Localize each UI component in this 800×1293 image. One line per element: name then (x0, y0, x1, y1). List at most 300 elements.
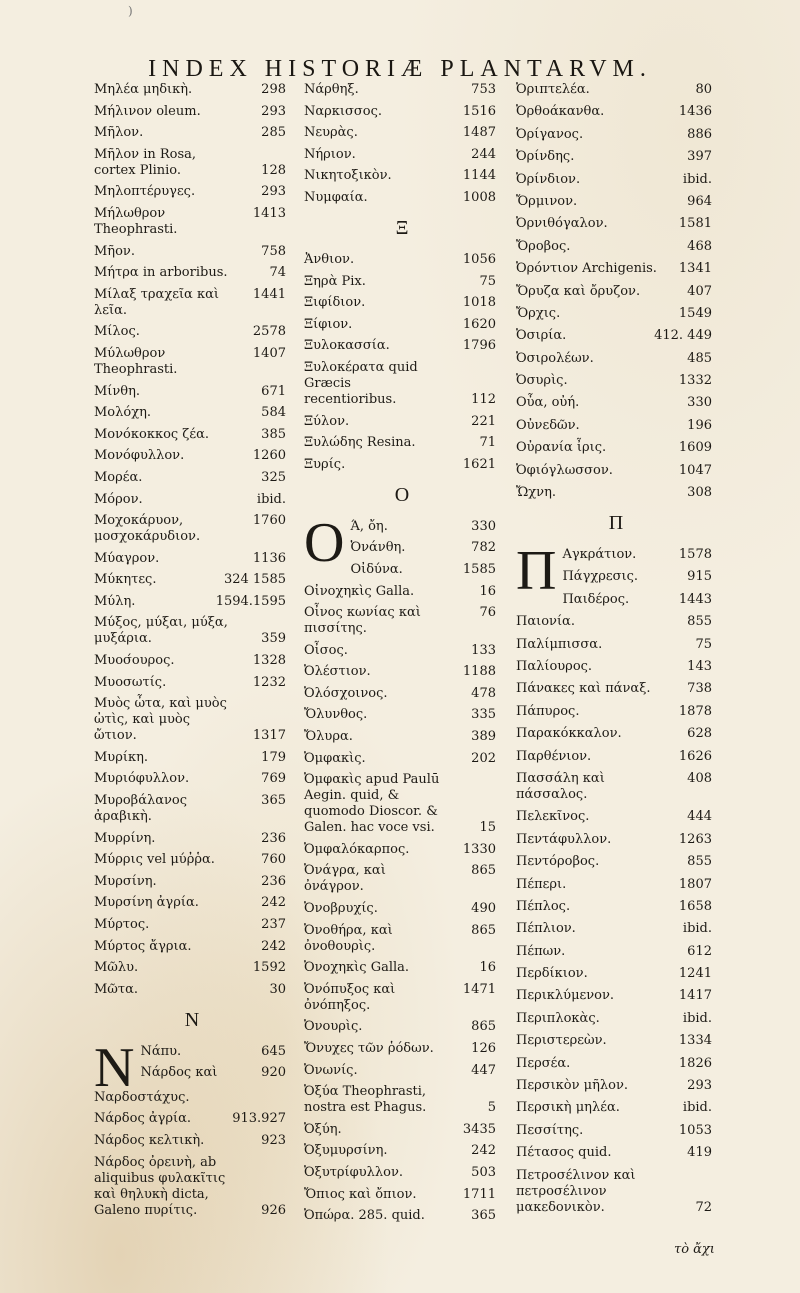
index-entry (94, 960, 290, 976)
entry-term: Οἰνοχηκὶς Galla. (304, 583, 415, 599)
entry-page-number: 964 (687, 193, 712, 209)
index-entry (304, 168, 500, 184)
entry-page-number: 1018 (462, 295, 496, 311)
entry-term: Μίλος. (94, 324, 140, 340)
entry-page-number: 753 (471, 82, 496, 97)
catchword: τὸ ἄχι (674, 1242, 715, 1257)
entry-term: Νικητοξικὸν. (304, 168, 392, 184)
entry-term: Οἶσος. (304, 642, 348, 658)
entry-term: Νευρὰς. (304, 125, 358, 141)
entry-term: Πεντόροβος. (516, 854, 600, 870)
index-entry (304, 190, 500, 206)
index-entry (304, 686, 500, 702)
entry-page-number: 202 (471, 750, 496, 766)
index-entry (304, 1019, 500, 1035)
entry-term: Ὀρόντιον Archigenis. (516, 261, 657, 277)
index-entry (304, 1041, 500, 1057)
entry-page-number: 1263 (678, 831, 712, 847)
entry-term: Περσικὴ μηλέα. (516, 1100, 620, 1116)
entry-page-number: 920 (261, 1065, 286, 1081)
entry-term: Μήλινον oleum. (94, 103, 201, 119)
entry-term: Πεντάφυλλον. (516, 831, 612, 847)
index-entry (516, 1033, 716, 1049)
entry-term: Πασσάλη καὶ πάσσαλος. (516, 770, 605, 802)
entry-page-number: 293 (261, 184, 286, 200)
entry-page-number: 128 (261, 162, 286, 178)
entry-page-number: 490 (471, 901, 496, 917)
entry-page-number: 1436 (678, 104, 712, 120)
entry-page-number: 1334 (678, 1033, 712, 1049)
index-entry (516, 749, 716, 765)
index-entry (304, 338, 500, 354)
entry-page-number: 76 (479, 605, 496, 621)
entry-term: Μύρτος. (94, 917, 150, 932)
entry-page-number: 237 (261, 917, 286, 932)
entry-term: Ὀπώρα. 285. quid. (304, 1208, 425, 1224)
entry-term: Ὀρίνδιον. (516, 171, 581, 187)
entry-page-number: 330 (471, 518, 496, 534)
entry-term: Ὀρνιθόγαλον. (516, 216, 608, 232)
entry-page-number: 444 (687, 809, 712, 825)
entry-page-number: 503 (471, 1164, 496, 1180)
entry-term: Μηλοπτέρυγες. (94, 184, 196, 200)
entry-term: Ξυλοκέρατα quid Græcis recentioribus. (304, 359, 418, 407)
index-entry (94, 82, 290, 98)
entry-term: Ὀμφακὶς apud Paulū Aegin. quid, & quomodo Dioscor. & Galen. hac voce vsi. (304, 772, 440, 836)
entry-page-number: 1581 (678, 216, 712, 232)
entry-term: Πάγχρεσις. (562, 569, 638, 585)
entry-page-number: 478 (471, 685, 496, 701)
index-entry (304, 540, 500, 556)
entry-term: Μίλαξ τραχεῖα καὶ λεῖα. (94, 286, 219, 318)
entry-term: Νάρδος κελτικὴ. (94, 1132, 205, 1148)
section-letter: Ξ (395, 216, 409, 239)
entry-page-number: 330 (687, 395, 712, 411)
entry-page-number: 236 (261, 873, 286, 889)
entry-term: Ὀξύη. (304, 1121, 342, 1137)
entry-page-number: 1487 (462, 125, 496, 141)
entry-page-number: 769 (261, 771, 286, 787)
index-entry (94, 1155, 290, 1219)
index-entry (304, 360, 500, 408)
entry-term: Οὐρανία ἶρις. (516, 440, 607, 456)
index-entry (94, 244, 290, 260)
index-entry (516, 988, 716, 1004)
entry-page-number: 1053 (678, 1122, 712, 1138)
index-column-3 (516, 82, 716, 1222)
index-entry (516, 854, 716, 870)
index-entry (304, 1187, 500, 1203)
entry-page-number: 419 (687, 1145, 712, 1161)
entry-term: Αγκράτιον. (562, 547, 637, 563)
index-entry (516, 172, 716, 188)
entry-term: Ὀνάγρα, καὶ ὀνάγρον. (304, 863, 386, 895)
entry-page-number: 5 (487, 1100, 496, 1116)
index-entry (94, 594, 290, 610)
index-entry (304, 751, 500, 767)
entry-term: Μύκητες. (94, 572, 157, 588)
entry-term: Μῆον. (94, 243, 135, 259)
index-entry (516, 899, 716, 915)
entry-term: Ὀρίγανος. (516, 126, 584, 142)
entry-page-number: 30 (269, 981, 286, 997)
entry-term: Μόρον. (94, 491, 143, 507)
index-entry (304, 252, 500, 268)
entry-page-number: 913.927 (232, 1111, 286, 1127)
index-entry (94, 696, 290, 744)
entry-page-number: 385 (261, 426, 286, 442)
index-entry (516, 1011, 716, 1027)
entry-page-number: 242 (471, 1143, 496, 1159)
entry-term: Πεσσίτης. (516, 1122, 584, 1138)
entry-term: Ὀλόσχοινος. (304, 685, 388, 701)
index-entry (304, 457, 500, 473)
index-entry (516, 832, 716, 848)
entry-page-number: 1232 (252, 674, 286, 690)
entry-term: Νάρδος ὀρεινὴ, ab aliquibus φυλακῖτις καὶ θηλυκὴ dicta, Galeno πυρίτις. (94, 1154, 226, 1218)
index-entry (304, 295, 500, 311)
page-header: INDEX HISTORIÆ PLANTARVM. (148, 56, 652, 82)
index-entry (516, 944, 716, 960)
entry-page-number: 1332 (678, 373, 712, 389)
index-entry (516, 614, 716, 630)
entry-term: Νυμφαία. (304, 189, 368, 205)
entry-term: Νάπυ. (140, 1043, 182, 1059)
index-entry (94, 653, 290, 669)
entry-term: Πάπυρος. (516, 703, 580, 719)
entry-term: Μῶλυ. (94, 960, 139, 976)
index-entry (94, 265, 290, 281)
entry-page-number: 1516 (462, 103, 496, 119)
entry-page-number: 15 (479, 820, 496, 836)
entry-page-number: 584 (261, 405, 286, 421)
entry-term: Οὐνεδῶν. (516, 417, 580, 433)
index-entry (516, 1145, 716, 1161)
entry-term: Ὀσιρολέων. (516, 350, 594, 366)
entry-term: Παιδέρος. (562, 591, 630, 607)
index-entry (94, 206, 290, 238)
entry-term: Μύαγρον. (94, 550, 160, 566)
entry-term: Μηλέα μηδικὴ. (94, 82, 193, 97)
index-entry (516, 637, 716, 653)
index-entry (94, 513, 290, 545)
entry-term: Πάνακες καὶ πάναξ. (516, 681, 651, 697)
entry-term: Μυὸς ὦτα, καὶ μυὸς ὠτὶς, καὶ μυὸς ὤτιον. (94, 696, 227, 744)
index-entry (516, 261, 716, 277)
index-entry (94, 104, 290, 120)
entry-term: Ὀνουρὶς. (304, 1019, 363, 1035)
entry-term: Μυρρίνη. (94, 830, 156, 846)
index-entry (304, 274, 500, 290)
entry-term: Ά, ὄη. (350, 518, 388, 534)
entry-page-number: 397 (687, 149, 712, 165)
index-entry (516, 373, 716, 389)
entry-page-number: 1471 (462, 981, 496, 997)
entry-term: Περιπλοκὰς. (516, 1010, 600, 1026)
drop-cap: Π (516, 540, 557, 603)
entry-page-number: 16 (479, 583, 496, 599)
entry-page-number: 1796 (462, 338, 496, 354)
entry-page-number: 1658 (678, 898, 712, 914)
entry-term: Μυοσ́ουρος. (94, 653, 175, 669)
entry-term: Μήλωθρον Theophrasti. (94, 205, 178, 237)
index-entry (94, 147, 290, 179)
index-entry (304, 842, 500, 858)
entry-page-number: 468 (687, 238, 712, 254)
entry-page-number: 1144 (462, 168, 496, 184)
index-entry (304, 923, 500, 955)
entry-term: Ὄλυνθος. (304, 707, 368, 723)
entry-term: Περσικὸν μῆλον. (516, 1078, 629, 1094)
entry-page-number: 236 (261, 830, 286, 846)
entry-page-number: 298 (261, 82, 286, 97)
entry-term: Ὀσιρία. (516, 328, 567, 344)
index-entry (516, 771, 716, 803)
entry-page-number: 865 (471, 863, 496, 879)
entry-page-number: ibid. (682, 921, 712, 937)
entry-term: Ὀμφακὶς. (304, 750, 366, 766)
index-entry (304, 664, 500, 680)
entry-page-number: 126 (471, 1041, 496, 1056)
entry-term: Νήριον. (304, 146, 356, 162)
index-entry (516, 104, 716, 120)
entry-term: Ἀνθιον. (304, 251, 355, 267)
index-entry (304, 960, 500, 976)
entry-page-number: 196 (687, 417, 712, 433)
index-entry (94, 675, 290, 691)
entry-term: Οἶνος κωνίας καὶ πισσίτης. (304, 605, 421, 637)
index-entry (304, 729, 500, 745)
entry-term: Ὄπιος καὶ ὄπιον. (304, 1186, 417, 1202)
index-entry (94, 771, 290, 787)
entry-term: Μυρσίνη ἀγρία. (94, 895, 199, 911)
entry-page-number: 1711 (462, 1186, 496, 1202)
entry-term: Ὀξυτρίφυλλον. (304, 1164, 403, 1180)
index-entry (516, 239, 716, 255)
entry-page-number: 325 (261, 469, 286, 485)
entry-page-number: 1417 (678, 988, 712, 1004)
entry-page-number: 365 (471, 1208, 496, 1224)
index-entry (516, 809, 716, 825)
entry-term: Ὄροβος. (516, 238, 571, 254)
entry-term: Ὀξυμυρσίνη. (304, 1143, 388, 1159)
index-entry (94, 750, 290, 766)
entry-page-number: ibid. (682, 1010, 712, 1026)
entry-term: Μύλη. (94, 593, 136, 609)
index-entry (516, 194, 716, 210)
entry-term: Νάρδος ἀγρία. (94, 1111, 192, 1127)
index-entry (304, 584, 500, 600)
drop-cap: N (94, 1036, 135, 1099)
entry-term: Μύρτος ἄγρια. (94, 938, 192, 954)
entry-term: Ὀμφαλόκαρπος. (304, 841, 410, 857)
entry-page-number: 1047 (678, 462, 712, 478)
entry-term: Νάρθηξ. (304, 82, 359, 97)
entry-page-number: 760 (261, 852, 286, 868)
index-entry (94, 572, 290, 588)
entry-page-number: 75 (695, 636, 712, 652)
index-entry (516, 216, 716, 232)
entry-page-number: ibid. (682, 171, 712, 187)
entry-page-number: 628 (687, 726, 712, 742)
index-entry (304, 147, 500, 163)
entry-term: Πέτασος quid. (516, 1145, 612, 1161)
index-entry (304, 1208, 500, 1224)
entry-term: Ὀξύα Theophrasti, nostra est Phagus. (304, 1084, 427, 1116)
entry-term: Ὀλέστιον. (304, 664, 371, 680)
index-entry (516, 1056, 716, 1072)
index-entry (94, 615, 290, 647)
index-entry (304, 82, 500, 98)
index-entry (304, 1122, 500, 1138)
entry-term: Ξυρίς. (304, 456, 346, 472)
entry-term: Ὤχνη. (516, 485, 557, 501)
index-entry (516, 592, 716, 608)
index-entry (94, 831, 290, 847)
index-entry (516, 921, 716, 937)
index-entry (304, 772, 500, 836)
entry-page-number: 408 (687, 770, 712, 786)
entry-page-number: 1594.1595 (215, 593, 286, 609)
entry-term: Περιστερεὼν. (516, 1033, 607, 1049)
entry-term: Ξύλον. (304, 413, 350, 429)
entry-page-number: 74 (269, 265, 286, 281)
entry-term: Ὄρμινον. (516, 193, 578, 209)
entry-page-number: 855 (687, 854, 712, 870)
index-entry (516, 877, 716, 893)
entry-page-number: 1807 (678, 876, 712, 892)
index-entry (94, 470, 290, 486)
entry-page-number: 324 1585 (223, 572, 286, 588)
entry-term: Μονόφυλλον. (94, 448, 185, 464)
index-entry (304, 317, 500, 333)
entry-page-number: ibid. (256, 491, 286, 507)
entry-term: Ὀρίνδης. (516, 149, 575, 165)
entry-term: Παλίουρος. (516, 658, 593, 674)
entry-page-number: 782 (471, 540, 496, 556)
entry-term: Ὀνόπυξος καὶ ὀνόπηξος. (304, 981, 396, 1013)
index-entry (94, 939, 290, 955)
entry-term: Ὀνοθήρα, καὶ ὀνοθουρὶς. (304, 922, 393, 954)
index-entry (304, 1143, 500, 1159)
index-entry (516, 681, 716, 697)
index-entry (94, 405, 290, 421)
entry-page-number: 865 (471, 922, 496, 938)
entry-term: Ὀρθοάκανθα. (516, 104, 605, 120)
entry-term: Οἰδύνα. (350, 561, 403, 577)
entry-page-number: 485 (687, 350, 712, 366)
entry-page-number: 179 (261, 749, 286, 765)
entry-term: Ὄλυρα. (304, 729, 353, 745)
entry-page-number: ibid. (682, 1100, 712, 1116)
index-column-2 (304, 82, 500, 1230)
section-letter: O (394, 483, 410, 506)
entry-page-number: 1260 (252, 448, 286, 464)
entry-page-number: 242 (261, 895, 286, 911)
index-entry (304, 104, 500, 120)
entry-page-number: 1188 (462, 664, 496, 680)
index-entry (94, 982, 290, 998)
entry-page-number: 1549 (678, 305, 712, 321)
index-entry (304, 863, 500, 895)
entry-page-number: 16 (479, 960, 496, 976)
entry-page-number: 1620 (462, 316, 496, 332)
index-entry (304, 901, 500, 917)
section-letter: N (184, 1008, 200, 1031)
index-entry (516, 395, 716, 411)
entry-term: Πέπερι. (516, 876, 567, 892)
entry-page-number: 865 (471, 1019, 496, 1035)
index-entry (516, 1078, 716, 1094)
index-entry (94, 287, 290, 319)
entry-term: Ὄρχις. (516, 305, 561, 321)
index-entry (94, 793, 290, 825)
index-entry (516, 1168, 716, 1216)
entry-page-number: 359 (261, 631, 286, 647)
entry-page-number: 1760 (252, 513, 286, 529)
entry-page-number: 72 (695, 1199, 712, 1215)
entry-term: Ξιφίδιον. (304, 295, 366, 311)
entry-term: Μύξος, μύξαι, μύξα, μυξάρια. (94, 615, 228, 647)
index-entry (304, 414, 500, 430)
index-entry (304, 125, 500, 141)
entry-term: Μύλωθρον Theophrasti. (94, 345, 178, 377)
entry-page-number: 143 (687, 658, 712, 674)
index-entry (304, 1084, 500, 1116)
entry-term: Ξίφιον. (304, 316, 353, 332)
index-entry (516, 485, 716, 501)
index-entry (516, 149, 716, 165)
index-entry (94, 427, 290, 443)
entry-term: Πετροσέλινον καὶ πετροσέλινον μακεδονικὸν. (516, 1167, 636, 1215)
entry-term: Οὖα, οὐή. (516, 395, 580, 411)
top-mark: ) (128, 4, 133, 18)
entry-page-number: 671 (261, 383, 286, 399)
entry-page-number: 80 (695, 82, 712, 97)
entry-term: Ὀνοβρυχίς. (304, 901, 378, 917)
index-entry (304, 605, 500, 637)
index-entry (304, 1063, 500, 1079)
entry-term: Μήτρα in arboribus. (94, 265, 228, 281)
entry-page-number: 293 (261, 103, 286, 119)
entry-page-number: 447 (471, 1062, 496, 1078)
entry-page-number: 365 (261, 793, 286, 809)
entry-page-number: 335 (471, 707, 496, 723)
index-entry (516, 966, 716, 982)
entry-page-number: 71 (479, 435, 496, 451)
entry-term: Ναρκισσος. (304, 103, 383, 119)
index-entry (94, 1065, 290, 1105)
entry-term: Παλίμπισσα. (516, 636, 603, 652)
index-entry (94, 346, 290, 378)
entry-page-number: 1585 (462, 561, 496, 577)
entry-term: Μυρίκη. (94, 749, 148, 765)
entry-page-number: 244 (471, 146, 496, 162)
index-entry (94, 874, 290, 890)
index-entry (516, 569, 716, 585)
index-entry (516, 127, 716, 143)
entry-term: Πέπλος. (516, 898, 571, 914)
index-entry (94, 324, 290, 340)
entry-page-number: 915 (687, 569, 712, 585)
entry-page-number: 1443 (678, 591, 712, 607)
entry-page-number: 855 (687, 614, 712, 630)
entry-term: Ὀνάνθη. (350, 540, 406, 556)
index-entry (516, 1100, 716, 1116)
section-letter: Π (608, 512, 624, 535)
entry-page-number: 1578 (678, 547, 712, 563)
index-entry (304, 562, 500, 578)
